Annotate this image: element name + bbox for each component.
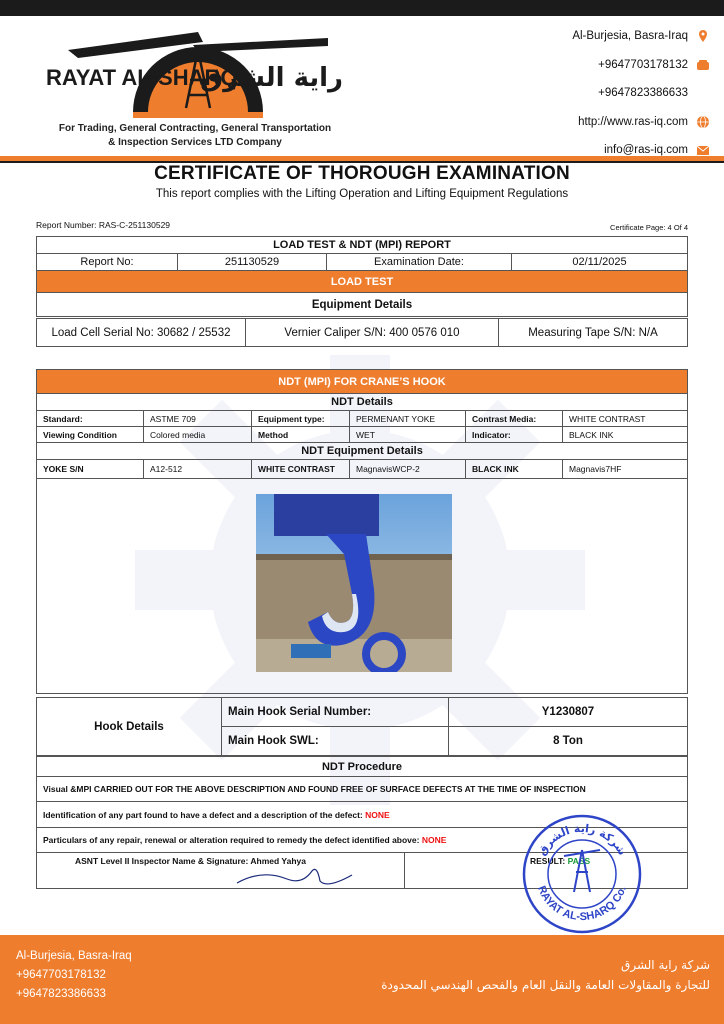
footer-phone-1: +9647703178132 bbox=[16, 969, 106, 981]
hook-photo bbox=[256, 494, 452, 672]
load-test-table bbox=[36, 236, 688, 317]
footer-phone-2: +9647823386633 bbox=[16, 988, 106, 1000]
method-value: WET bbox=[350, 427, 466, 443]
report-number: Report Number: RAS-C-251130529 bbox=[36, 220, 171, 230]
certificate-title: CERTIFICATE OF THOROUGH EXAMINATION bbox=[154, 163, 570, 184]
load-cell-serial: Load Cell Serial No: 30682 / 25532 bbox=[37, 319, 246, 347]
location-pin-icon bbox=[696, 29, 710, 43]
report-no-value: 251130529 bbox=[178, 254, 327, 271]
contact-block bbox=[470, 22, 710, 165]
viewing-condition-value: Colored media bbox=[144, 427, 252, 443]
company-tagline: For Trading, General Contracting, General Transportation & Inspection Services LTD Company bbox=[58, 123, 332, 148]
contact-address: Al-Burjesia, Basra-Iraq bbox=[572, 30, 688, 43]
yoke-label: YOKE S/N bbox=[37, 460, 144, 479]
equipment-row bbox=[36, 318, 688, 347]
black-ink-value: Magnavis7HF bbox=[563, 460, 688, 479]
inspector-signature-cell: ASNT Level II Inspector Name & Signature: Ahmed Yahya bbox=[37, 853, 405, 889]
svg-text:RAYAT AL-SHARQ Co.: RAYAT AL-SHARQ Co. bbox=[535, 884, 629, 924]
contact-phone-1: +9647703178132 bbox=[598, 58, 688, 71]
footer-address: Al-Burjesia, Basra-Iraq bbox=[16, 950, 132, 962]
ndt-equipment-details-title: NDT Equipment Details bbox=[37, 443, 688, 460]
equipment-details-title: Equipment Details bbox=[37, 293, 688, 317]
method-label: Method bbox=[252, 427, 350, 443]
vernier-caliper-serial: Vernier Caliper S/N: 400 0576 010 bbox=[246, 319, 499, 347]
procedure-title: NDT Procedure bbox=[37, 757, 688, 777]
company-stamp bbox=[520, 812, 644, 936]
indicator-label: Indicator: bbox=[466, 427, 563, 443]
black-ink-label: BLACK INK bbox=[466, 460, 563, 479]
result-cell: RESULT: PASS bbox=[405, 853, 688, 889]
contact-website[interactable]: http://www.ras-iq.com bbox=[578, 115, 688, 128]
repair-value: NONE bbox=[421, 835, 447, 845]
certificate-page: Certificate Page: 4 Of 4 bbox=[610, 223, 688, 232]
contrast-media-value: WHITE CONTRAST bbox=[563, 411, 688, 427]
measuring-tape-serial: Measuring Tape S/N: N/A bbox=[499, 319, 688, 347]
contrast-media-label: Contrast Media: bbox=[466, 411, 563, 427]
procedure-line-2: Identification of any part found to have a defect and a description of the defect: NONE bbox=[37, 802, 688, 828]
logo-text-ar: راية الشرق bbox=[199, 63, 343, 93]
footer-description-ar: للتجارة والمقاولات العامة والنقل العام والفحص الهندسي المحدودة bbox=[381, 978, 710, 992]
report-no-label: Report No: bbox=[37, 254, 178, 271]
yoke-value: A12-512 bbox=[144, 460, 252, 479]
equipment-type-label: Equipment type: bbox=[252, 411, 350, 427]
ndt-details-title: NDT Details bbox=[37, 394, 688, 411]
white-contrast-value: MagnavisWCP-2 bbox=[350, 460, 466, 479]
signature bbox=[232, 861, 362, 891]
svg-text:شركة راية الشرق: شركة راية الشرق bbox=[535, 821, 629, 858]
report-title: LOAD TEST & NDT (MPI) REPORT bbox=[37, 237, 688, 254]
ndt-table bbox=[36, 369, 688, 694]
exam-date-value: 02/11/2025 bbox=[512, 254, 688, 271]
ndt-header: NDT (MPI) FOR CRANE’S HOOK bbox=[37, 370, 688, 394]
procedure-line-1: Visual &MPI CARRIED OUT FOR THE ABOVE DESCRIPTION AND FOUND FREE OF SURFACE DEFECTS AT THE TIME OF INSPECTION bbox=[37, 777, 688, 802]
contact-email[interactable]: info@ras-iq.com bbox=[604, 144, 688, 157]
globe-icon bbox=[696, 115, 710, 129]
footer bbox=[0, 935, 724, 1024]
standard-value: ASTME 709 bbox=[144, 411, 252, 427]
white-contrast-label: WHITE CONTRAST bbox=[252, 460, 350, 479]
top-bar bbox=[0, 0, 724, 16]
hook-details-table bbox=[36, 697, 688, 756]
hook-serial-label: Main Hook Serial Number: bbox=[222, 698, 449, 727]
phone-icon bbox=[696, 58, 710, 72]
logo-text-en: RAYAT AL-SHARQ bbox=[46, 65, 238, 90]
hook-serial-value: Y1230807 bbox=[449, 698, 688, 727]
defect-value: NONE bbox=[365, 809, 390, 820]
hook-details-label: Hook Details bbox=[37, 698, 222, 756]
indicator-value: BLACK INK bbox=[563, 427, 688, 443]
load-test-header: LOAD TEST bbox=[37, 271, 688, 293]
standard-label: Standard: bbox=[37, 411, 144, 427]
hook-swl-value: 8 Ton bbox=[449, 727, 688, 756]
contact-phone-2: +9647823386633 bbox=[598, 87, 688, 100]
photo-cell bbox=[37, 479, 688, 694]
equipment-type-value: PERMENANT YOKE bbox=[350, 411, 466, 427]
procedure-line-3: Particulars of any repair, renewal or alteration required to remedy the defect identified above: NONE bbox=[37, 828, 688, 853]
result-value: PASS bbox=[567, 856, 591, 866]
viewing-condition-label: Viewing Condition bbox=[37, 427, 144, 443]
exam-date-label: Examination Date: bbox=[327, 254, 512, 271]
footer-company-ar: شركة راية الشرق bbox=[621, 958, 710, 972]
hook-swl-label: Main Hook SWL: bbox=[222, 727, 449, 756]
certificate-subtitle: This report complies with the Lifting Operation and Lifting Equipment Regulations bbox=[155, 188, 569, 200]
